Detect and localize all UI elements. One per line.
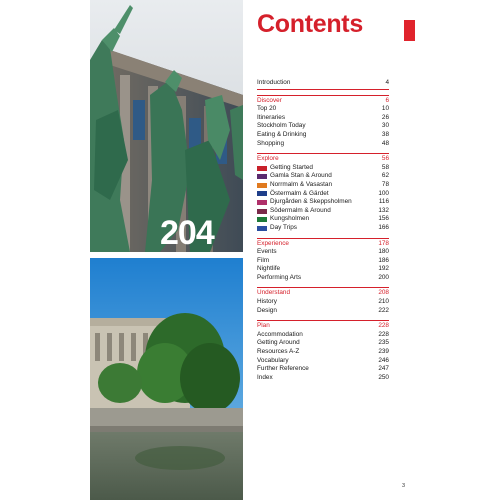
- toc-page: 26: [381, 113, 389, 121]
- toc-row[interactable]: [257, 198, 389, 207]
- toc-row[interactable]: [257, 348, 389, 357]
- photo-column: [90, 0, 243, 500]
- toc-row[interactable]: [257, 207, 389, 216]
- toc-page: 100: [378, 189, 389, 197]
- toc-section-page: 56: [381, 155, 389, 163]
- toc-page: 200: [378, 273, 389, 281]
- toc-label: Södermalm & Around: [270, 206, 331, 214]
- title-accent-block: [404, 20, 415, 41]
- toc-label: Design: [257, 306, 277, 314]
- toc-row[interactable]: [257, 265, 389, 274]
- toc-label: Further Reference: [257, 365, 309, 373]
- toc-label: Shopping: [257, 139, 285, 147]
- toc-row[interactable]: [257, 357, 389, 366]
- toc-section-page: 178: [378, 239, 389, 247]
- toc-label: Norrmalm & Vasastan: [270, 180, 333, 188]
- toc-page: 156: [378, 215, 389, 223]
- toc-label: Top 20: [257, 105, 277, 113]
- toc-page: 246: [378, 356, 389, 364]
- toc-section-explore[interactable]: [257, 153, 389, 164]
- toc-label: Kungsholmen: [270, 215, 310, 223]
- page-feature-number: 204: [160, 214, 214, 252]
- toc-row[interactable]: [257, 140, 389, 149]
- toc-label: Introduction: [257, 79, 291, 86]
- area-color-swatch: [257, 217, 267, 222]
- toc-section-discover[interactable]: [257, 95, 389, 106]
- toc-section-page: 228: [378, 322, 389, 330]
- toc-label: Nightlife: [257, 265, 281, 273]
- area-color-swatch: [257, 183, 267, 188]
- toc-label: Djurgården & Skeppsholmen: [270, 198, 352, 206]
- area-color-swatch: [257, 166, 267, 171]
- toc-section-label: Experience: [257, 239, 289, 247]
- toc-section-label: Discover: [257, 96, 282, 104]
- toc-row[interactable]: [257, 131, 389, 140]
- toc-row[interactable]: [257, 164, 389, 173]
- toc-page: 10: [381, 105, 389, 113]
- toc-label: Getting Started: [270, 163, 313, 171]
- toc-page: 235: [378, 339, 389, 347]
- toc-label: Eating & Drinking: [257, 130, 307, 138]
- page-number: 3: [402, 483, 406, 489]
- toc-row[interactable]: [257, 298, 389, 307]
- toc-page: 222: [378, 306, 389, 314]
- toc-row[interactable]: [257, 374, 389, 383]
- toc-page: 247: [378, 365, 389, 373]
- toc-row[interactable]: [257, 339, 389, 348]
- toc-label: History: [257, 298, 277, 306]
- toc-label: Film: [257, 256, 270, 264]
- toc-section-page: 6: [385, 96, 389, 104]
- toc-page: 132: [378, 206, 389, 214]
- toc-row[interactable]: [257, 172, 389, 181]
- toc-section-plan[interactable]: [257, 320, 389, 331]
- toc-label: Stockholm Today: [257, 122, 306, 130]
- toc-row[interactable]: [257, 331, 389, 340]
- toc-page: 250: [378, 373, 389, 381]
- toc-page: 4: [385, 79, 389, 86]
- toc-label: Östermalm & Gärdet: [270, 189, 329, 197]
- toc-page: 192: [378, 265, 389, 273]
- toc-row[interactable]: [257, 114, 389, 123]
- toc-section-page: 208: [378, 289, 389, 297]
- toc-page: 210: [378, 298, 389, 306]
- toc-label: Performing Arts: [257, 273, 302, 281]
- toc-label: Getting Around: [257, 339, 300, 347]
- toc-section-label: Explore: [257, 155, 279, 163]
- toc-row[interactable]: [257, 224, 389, 233]
- toc-row[interactable]: [257, 215, 389, 224]
- toc-label: Events: [257, 248, 277, 256]
- toc-label: Vocabulary: [257, 356, 289, 364]
- toc-page: 166: [378, 223, 389, 231]
- toc-page: 180: [378, 248, 389, 256]
- toc-label: Resources A-Z: [257, 348, 300, 356]
- area-color-swatch: [257, 209, 267, 214]
- toc-label: Itineraries: [257, 113, 286, 121]
- toc-row[interactable]: [257, 257, 389, 266]
- toc-page: 30: [381, 122, 389, 130]
- toc-row[interactable]: [257, 181, 389, 190]
- toc-page: 48: [381, 139, 389, 147]
- toc-section-label: Plan: [257, 322, 270, 330]
- toc-page: 116: [378, 198, 389, 206]
- toc-section-experience[interactable]: [257, 238, 389, 249]
- toc-row[interactable]: [257, 307, 389, 316]
- area-color-swatch: [257, 226, 267, 231]
- toc-page: 186: [378, 256, 389, 264]
- toc-page: 58: [381, 163, 389, 171]
- toc-page: 38: [381, 130, 389, 138]
- toc-section-label: Understand: [257, 289, 291, 297]
- toc-row[interactable]: [257, 122, 389, 131]
- page-title: Contents: [257, 10, 363, 38]
- area-color-swatch: [257, 200, 267, 205]
- toc-row[interactable]: [257, 248, 389, 257]
- toc-row[interactable]: [257, 365, 389, 374]
- city-hall-photo: [90, 258, 243, 500]
- toc-row[interactable]: [257, 105, 389, 114]
- toc-page: 78: [381, 180, 389, 188]
- toc-page: 239: [378, 348, 389, 356]
- toc-row[interactable]: [257, 274, 389, 283]
- toc-label: Gamla Stan & Around: [270, 172, 332, 180]
- area-color-swatch: [257, 191, 267, 196]
- toc-row-introduction[interactable]: [257, 79, 389, 90]
- toc-label: Accommodation: [257, 330, 303, 338]
- area-color-swatch: [257, 174, 267, 179]
- toc-label: Day Trips: [270, 223, 297, 231]
- table-of-contents: [257, 79, 389, 382]
- toc-page: 228: [378, 330, 389, 338]
- toc-row[interactable]: [257, 190, 389, 199]
- toc-section-understand[interactable]: [257, 287, 389, 298]
- toc-label: Index: [257, 373, 273, 381]
- toc-page: 62: [381, 172, 389, 180]
